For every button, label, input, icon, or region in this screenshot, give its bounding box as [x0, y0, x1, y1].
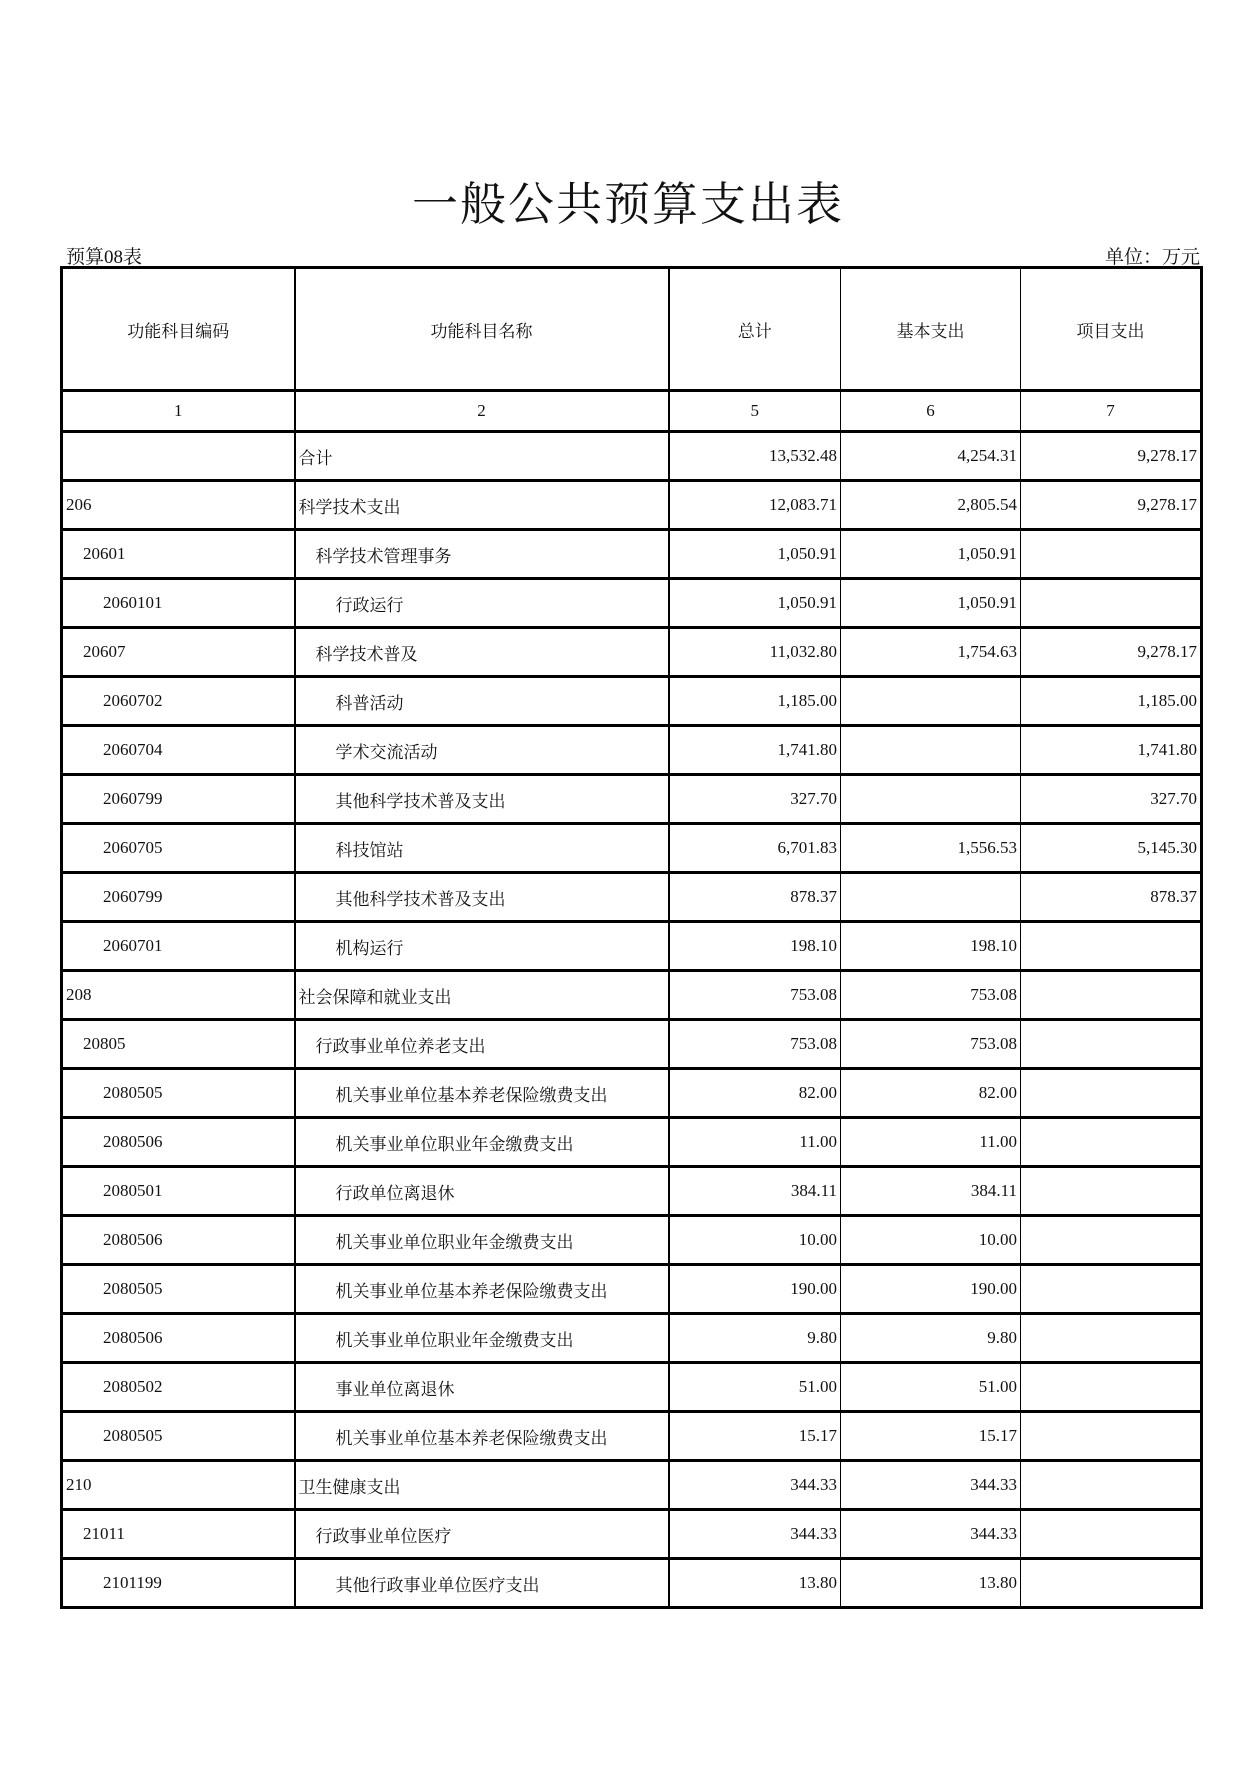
basic-cell: 1,754.63	[841, 628, 1021, 677]
total-cell: 327.70	[669, 775, 841, 824]
basic-cell: 1,050.91	[841, 579, 1021, 628]
index-cell: 2	[295, 391, 669, 432]
project-cell: 5,145.30	[1021, 824, 1202, 873]
basic-cell: 344.33	[841, 1461, 1021, 1510]
project-cell	[1021, 1461, 1202, 1510]
index-row	[62, 391, 1202, 432]
project-cell	[1021, 1363, 1202, 1412]
table-row	[62, 1020, 1202, 1069]
code-cell: 2060101	[62, 579, 295, 628]
table-row	[62, 530, 1202, 579]
name-cell: 行政事业单位养老支出	[295, 1020, 669, 1069]
table-row	[62, 628, 1202, 677]
name-cell: 事业单位离退休	[295, 1363, 669, 1412]
total-cell: 878.37	[669, 873, 841, 922]
total-cell: 344.33	[669, 1510, 841, 1559]
basic-cell: 344.33	[841, 1510, 1021, 1559]
name-cell: 科技馆站	[295, 824, 669, 873]
project-cell: 878.37	[1021, 873, 1202, 922]
name-cell: 行政运行	[295, 579, 669, 628]
code-cell: 20601	[62, 530, 295, 579]
name-cell: 机关事业单位基本养老保险缴费支出	[295, 1265, 669, 1314]
header-basic: 基本支出	[841, 268, 1021, 391]
table-row	[62, 1461, 1202, 1510]
project-cell: 1,741.80	[1021, 726, 1202, 775]
project-cell	[1021, 922, 1202, 971]
basic-cell: 11.00	[841, 1118, 1021, 1167]
code-cell: 2080506	[62, 1118, 295, 1167]
header-project: 项目支出	[1021, 268, 1202, 391]
project-cell: 327.70	[1021, 775, 1202, 824]
name-cell: 机关事业单位职业年金缴费支出	[295, 1314, 669, 1363]
table-row	[62, 1265, 1202, 1314]
code-cell: 20607	[62, 628, 295, 677]
project-cell	[1021, 1216, 1202, 1265]
total-cell: 1,050.91	[669, 530, 841, 579]
name-cell: 科学技术管理事务	[295, 530, 669, 579]
code-cell: 2080506	[62, 1216, 295, 1265]
total-cell: 13,532.48	[669, 432, 841, 481]
total-cell: 9.80	[669, 1314, 841, 1363]
basic-cell: 2,805.54	[841, 481, 1021, 530]
total-cell: 344.33	[669, 1461, 841, 1510]
basic-cell: 198.10	[841, 922, 1021, 971]
basic-cell: 190.00	[841, 1265, 1021, 1314]
total-cell: 15.17	[669, 1412, 841, 1461]
page-title: 一般公共预算支出表	[412, 179, 844, 230]
name-cell: 合计	[295, 432, 669, 481]
basic-cell: 9.80	[841, 1314, 1021, 1363]
name-cell: 机关事业单位基本养老保险缴费支出	[295, 1412, 669, 1461]
table-row	[62, 432, 1202, 481]
index-cell: 6	[841, 391, 1021, 432]
table-row	[62, 1118, 1202, 1167]
project-cell	[1021, 1314, 1202, 1363]
project-cell	[1021, 1118, 1202, 1167]
index-cell: 7	[1021, 391, 1202, 432]
total-cell: 82.00	[669, 1069, 841, 1118]
name-cell: 社会保障和就业支出	[295, 971, 669, 1020]
code-cell: 20805	[62, 1020, 295, 1069]
project-cell	[1021, 971, 1202, 1020]
budget-table	[60, 266, 1203, 1609]
project-cell	[1021, 530, 1202, 579]
table-row	[62, 1363, 1202, 1412]
basic-cell	[841, 775, 1021, 824]
name-cell: 机关事业单位职业年金缴费支出	[295, 1118, 669, 1167]
table-row	[62, 971, 1202, 1020]
code-cell: 2080502	[62, 1363, 295, 1412]
table-row	[62, 873, 1202, 922]
name-cell: 机关事业单位基本养老保险缴费支出	[295, 1069, 669, 1118]
code-cell: 2080505	[62, 1069, 295, 1118]
code-cell: 208	[62, 971, 295, 1020]
basic-cell	[841, 873, 1021, 922]
name-cell: 机构运行	[295, 922, 669, 971]
code-cell	[62, 432, 295, 481]
total-cell: 1,741.80	[669, 726, 841, 775]
total-cell: 11,032.80	[669, 628, 841, 677]
total-cell: 11.00	[669, 1118, 841, 1167]
project-cell: 9,278.17	[1021, 628, 1202, 677]
basic-cell: 10.00	[841, 1216, 1021, 1265]
project-cell: 1,185.00	[1021, 677, 1202, 726]
total-cell: 6,701.83	[669, 824, 841, 873]
table-row	[62, 1559, 1202, 1608]
table-number: 预算08表	[66, 247, 143, 268]
code-cell: 2080506	[62, 1314, 295, 1363]
table-row	[62, 481, 1202, 530]
total-cell: 12,083.71	[669, 481, 841, 530]
project-cell	[1021, 579, 1202, 628]
total-cell: 198.10	[669, 922, 841, 971]
total-cell: 10.00	[669, 1216, 841, 1265]
name-cell: 其他科学技术普及支出	[295, 775, 669, 824]
project-cell: 9,278.17	[1021, 432, 1202, 481]
table-row	[62, 1167, 1202, 1216]
code-cell: 210	[62, 1461, 295, 1510]
project-cell	[1021, 1167, 1202, 1216]
project-cell	[1021, 1510, 1202, 1559]
total-cell: 384.11	[669, 1167, 841, 1216]
table-row	[62, 1069, 1202, 1118]
basic-cell: 384.11	[841, 1167, 1021, 1216]
basic-cell: 1,050.91	[841, 530, 1021, 579]
index-cell: 1	[62, 391, 295, 432]
project-cell	[1021, 1559, 1202, 1608]
basic-cell: 82.00	[841, 1069, 1021, 1118]
table-row	[62, 922, 1202, 971]
header-name: 功能科目名称	[295, 268, 669, 391]
code-cell: 2080505	[62, 1265, 295, 1314]
basic-cell: 753.08	[841, 1020, 1021, 1069]
name-cell: 行政事业单位医疗	[295, 1510, 669, 1559]
basic-cell	[841, 677, 1021, 726]
project-cell	[1021, 1265, 1202, 1314]
table-row	[62, 1412, 1202, 1461]
header-code: 功能科目编码	[62, 268, 295, 391]
table-row	[62, 677, 1202, 726]
project-cell	[1021, 1020, 1202, 1069]
index-cell: 5	[669, 391, 841, 432]
code-cell: 2060799	[62, 775, 295, 824]
code-cell: 2060704	[62, 726, 295, 775]
basic-cell: 15.17	[841, 1412, 1021, 1461]
table-row	[62, 824, 1202, 873]
name-cell: 其他行政事业单位医疗支出	[295, 1559, 669, 1608]
code-cell: 2101199	[62, 1559, 295, 1608]
name-cell: 卫生健康支出	[295, 1461, 669, 1510]
table-row	[62, 726, 1202, 775]
code-cell: 2080505	[62, 1412, 295, 1461]
name-cell: 科学技术支出	[295, 481, 669, 530]
basic-cell: 51.00	[841, 1363, 1021, 1412]
code-cell: 21011	[62, 1510, 295, 1559]
basic-cell: 753.08	[841, 971, 1021, 1020]
name-cell: 其他科学技术普及支出	[295, 873, 669, 922]
code-cell: 2080501	[62, 1167, 295, 1216]
total-cell: 1,050.91	[669, 579, 841, 628]
header-row	[62, 268, 1202, 391]
table-row	[62, 579, 1202, 628]
table-row	[62, 1510, 1202, 1559]
total-cell: 753.08	[669, 1020, 841, 1069]
name-cell: 学术交流活动	[295, 726, 669, 775]
basic-cell: 13.80	[841, 1559, 1021, 1608]
code-cell: 2060799	[62, 873, 295, 922]
project-cell: 9,278.17	[1021, 481, 1202, 530]
table-row	[62, 1216, 1202, 1265]
total-cell: 190.00	[669, 1265, 841, 1314]
project-cell	[1021, 1069, 1202, 1118]
total-cell: 13.80	[669, 1559, 841, 1608]
code-cell: 2060701	[62, 922, 295, 971]
name-cell: 行政单位离退休	[295, 1167, 669, 1216]
basic-cell: 1,556.53	[841, 824, 1021, 873]
basic-cell: 4,254.31	[841, 432, 1021, 481]
code-cell: 206	[62, 481, 295, 530]
name-cell: 机关事业单位职业年金缴费支出	[295, 1216, 669, 1265]
code-cell: 2060702	[62, 677, 295, 726]
table-row	[62, 1314, 1202, 1363]
total-cell: 753.08	[669, 971, 841, 1020]
total-cell: 51.00	[669, 1363, 841, 1412]
unit-label: 单位：万元	[1104, 247, 1200, 268]
total-cell: 1,185.00	[669, 677, 841, 726]
table-row	[62, 775, 1202, 824]
project-cell	[1021, 1412, 1202, 1461]
header-total: 总计	[669, 268, 841, 391]
basic-cell	[841, 726, 1021, 775]
name-cell: 科普活动	[295, 677, 669, 726]
code-cell: 2060705	[62, 824, 295, 873]
name-cell: 科学技术普及	[295, 628, 669, 677]
